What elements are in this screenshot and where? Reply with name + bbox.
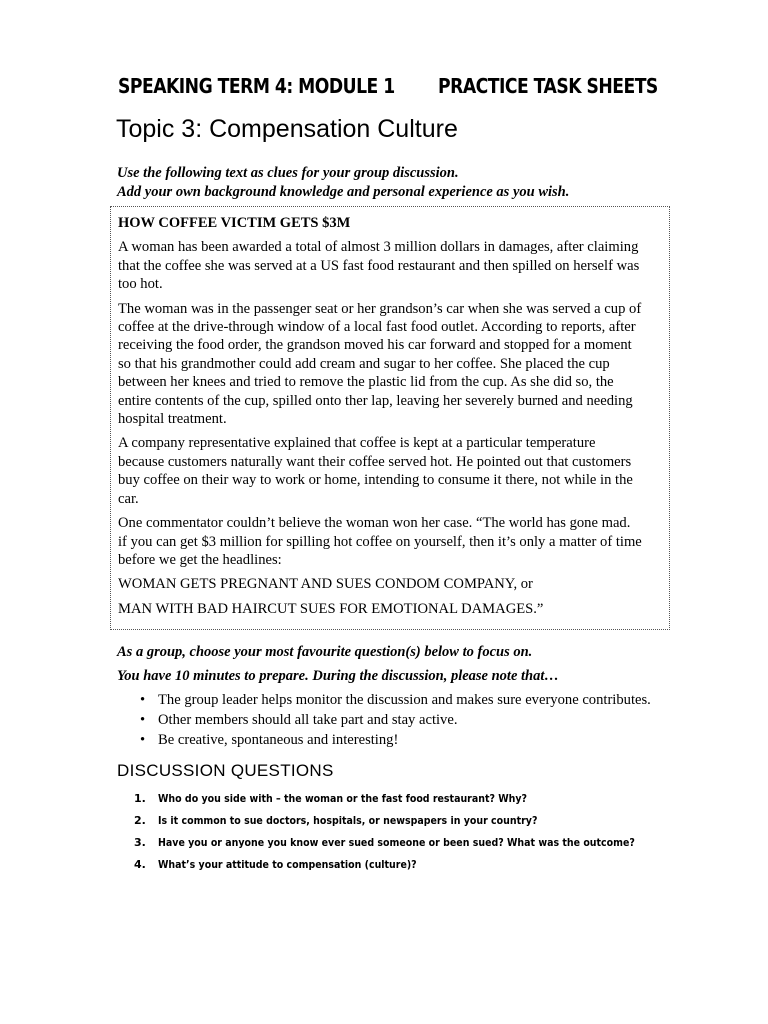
list-item xyxy=(134,788,688,810)
group-instruction-line: As a group, choose your most favourite question(s) below to focus on. xyxy=(117,644,533,660)
article-line: MAN WITH BAD HAIRCUT SUES FOR EMOTIONAL DAMAGES.” xyxy=(118,600,544,617)
article-headline: HOW COFFEE VICTIM GETS $3M xyxy=(118,215,351,231)
question-text: What’s your attitude to compensation (culture)? xyxy=(158,859,417,871)
article-line: entire contents of the cup, spilled onto ther lap, leaving her severely burned and needing xyxy=(118,392,633,409)
question-text: Who do you side with – the woman or the fast food restaurant? Why? xyxy=(158,793,528,805)
article-line: if you can get $3 million for spilling hot coffee on yourself, then it’s only a matter of time xyxy=(118,533,642,550)
question-text: Is it common to sue doctors, hospitals, or newspapers in your country? xyxy=(158,815,538,827)
bullet-text: Other members should all take part and stay active. xyxy=(158,712,458,728)
intro-line: Use the following text as clues for your group discussion. xyxy=(117,165,459,181)
article-paragraph xyxy=(118,575,670,593)
article-line: hospital treatment. xyxy=(118,411,227,428)
article-line: car. xyxy=(118,490,139,507)
article-paragraph xyxy=(118,238,670,293)
question-number: 4. xyxy=(134,858,146,871)
discussion-questions-heading: DISCUSSION QUESTIONS xyxy=(117,761,334,780)
list-item xyxy=(140,690,651,710)
article xyxy=(118,214,670,624)
article-line: receiving the food order, the grandson moved his car forward and stopped for a moment xyxy=(118,337,632,354)
article-line: between her knees and tried to remove the plastic lid from the cup. As she did so, the xyxy=(118,374,614,391)
bullet-icon: • xyxy=(140,732,146,748)
bullet-text: Be creative, spontaneous and interesting! xyxy=(158,732,399,748)
header-task-sheets: PRACTICE TASK SHEETS xyxy=(438,74,658,98)
list-item xyxy=(134,832,688,854)
article-line: because customers naturally want their coffee served hot. He pointed out that customers xyxy=(118,453,632,470)
article-line: so that his grandmother could add cream and sugar to her coffee. She placed the cup xyxy=(118,355,610,372)
group-instructions xyxy=(117,640,559,688)
article-paragraph xyxy=(118,434,670,508)
question-text: Have you or anyone you know ever sued someone or been sued? What was the outcome? xyxy=(158,837,635,849)
bullet-icon: • xyxy=(140,692,146,708)
bullet-list xyxy=(140,690,651,750)
question-number: 3. xyxy=(134,836,146,849)
header-module: SPEAKING TERM 4: MODULE 1 xyxy=(118,74,395,98)
list-item xyxy=(140,710,651,730)
article-line: A woman has been awarded a total of almost 3 million dollars in damages, after claiming xyxy=(118,239,639,256)
intro-line: Add your own background knowledge and personal experience as you wish. xyxy=(117,184,570,200)
article-line: A company representative explained that coffee is kept at a particular temperature xyxy=(118,435,596,452)
question-list xyxy=(134,788,688,876)
list-item xyxy=(140,730,651,750)
intro-instructions xyxy=(117,164,569,202)
group-instruction-line: You have 10 minutes to prepare. During the discussion, please note that… xyxy=(117,668,559,684)
question-number: 1. xyxy=(134,792,146,805)
article-line: buy coffee on their way to work or home, intending to consume it there, not while in the xyxy=(118,472,633,489)
bullet-text: The group leader helps monitor the discussion and makes sure everyone contributes. xyxy=(158,692,651,708)
article-line: The woman was in the passenger seat or her grandson’s car when she was served a cup of xyxy=(118,300,642,317)
article-paragraph xyxy=(118,300,670,429)
list-item xyxy=(134,810,688,832)
article-line: before we get the headlines: xyxy=(118,551,282,568)
article-line: that the coffee she was served at a US fast food restaurant and then spilled on herself was xyxy=(118,257,640,274)
article-line: One commentator couldn’t believe the woman won her case. “The world has gone mad. xyxy=(118,515,631,532)
list-item xyxy=(134,854,688,876)
article-line: coffee at the drive-through window of a local fast food outlet. According to reports, after xyxy=(118,319,636,336)
page-header xyxy=(118,74,658,98)
article-paragraph xyxy=(118,514,670,569)
bullet-icon: • xyxy=(140,712,146,728)
question-number: 2. xyxy=(134,814,146,827)
article-line: WOMAN GETS PREGNANT AND SUES CONDOM COMPANY, or xyxy=(118,576,533,593)
article-paragraph xyxy=(118,600,670,618)
article-line: too hot. xyxy=(118,276,163,293)
topic-title: Topic 3: Compensation Culture xyxy=(116,115,458,143)
